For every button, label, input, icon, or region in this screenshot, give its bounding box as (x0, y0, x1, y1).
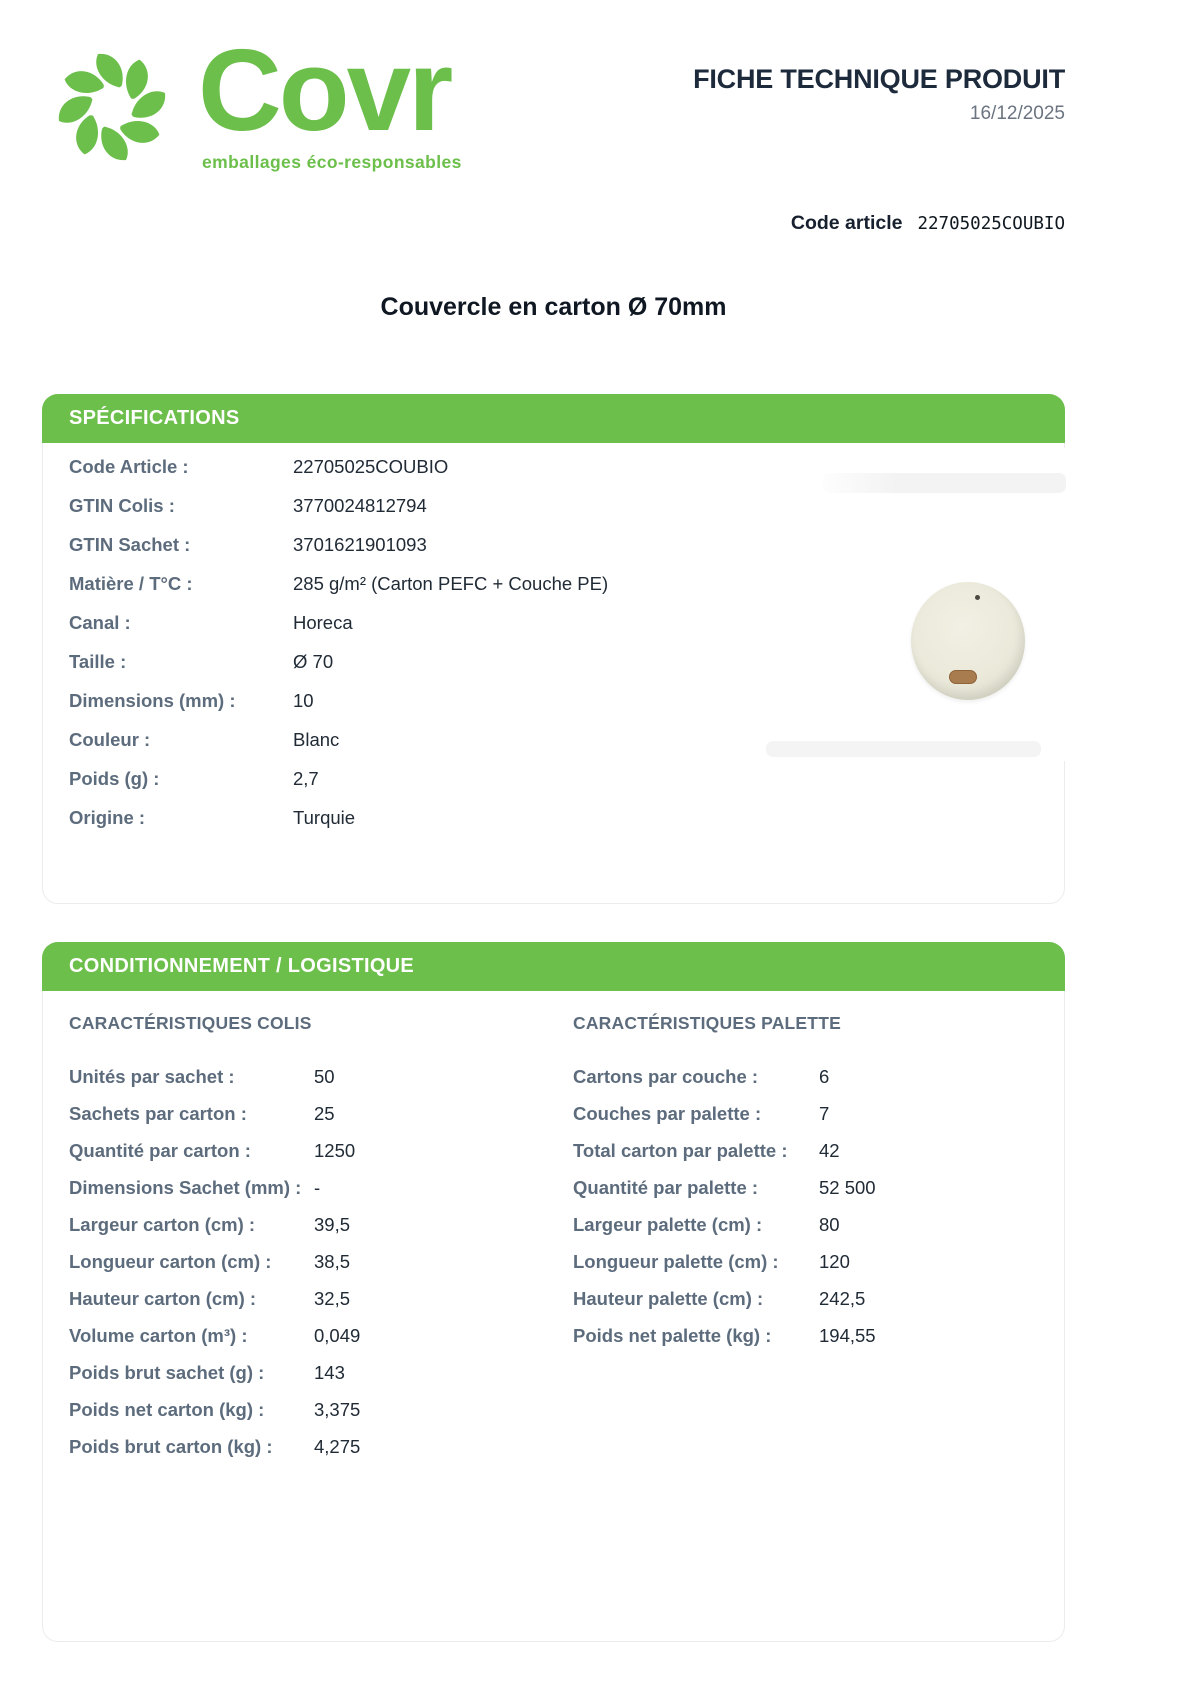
palette-row-label: Longueur palette (cm) : (573, 1250, 779, 1272)
colis-row-value: 143 (314, 1361, 345, 1383)
spec-row-value: 10 (293, 689, 314, 711)
spec-row-value: 285 g/m² (Carton PEFC + Couche PE) (293, 572, 609, 594)
brand-wordmark: Covr (198, 25, 451, 155)
spec-row-value: Ø 70 (293, 650, 334, 672)
table-row (69, 1132, 549, 1169)
leaf-ring-icon (46, 48, 178, 166)
table-row (573, 1058, 1053, 1095)
table-row (69, 486, 729, 525)
table-row (69, 1391, 549, 1428)
lid-vent-dot (975, 595, 980, 600)
colis-column-title: CARACTÉRISTIQUES COLIS (69, 1013, 312, 1033)
colis-row-value: 1250 (314, 1139, 356, 1161)
spec-row-value: 2,7 (293, 767, 319, 789)
document-date: 16/12/2025 (969, 103, 1065, 124)
colis-row-label: Hauteur carton (cm) : (69, 1287, 257, 1309)
colis-row-label: Unités par sachet : (69, 1065, 235, 1087)
table-row (69, 798, 729, 837)
spec-row-label: Code Article : (69, 455, 189, 477)
spec-row-label: Poids (g) : (69, 767, 160, 789)
spec-row-value: Turquie (293, 806, 356, 828)
specifications-card (42, 394, 1065, 904)
table-row (69, 1095, 549, 1132)
spec-row-label: Matière / T°C : (69, 572, 193, 594)
palette-row-value: 52 500 (819, 1176, 876, 1198)
article-code-label: Code article (790, 212, 903, 234)
photo-background-band (766, 741, 1041, 757)
palette-row-label: Hauteur palette (cm) : (573, 1287, 764, 1309)
colis-row-label: Poids net carton (kg) : (69, 1398, 265, 1420)
colis-row-value: 38,5 (314, 1250, 351, 1272)
colis-row-label: Volume carton (m³) : (69, 1324, 248, 1346)
table-row (573, 1095, 1053, 1132)
table-row (573, 1169, 1053, 1206)
colis-row-value: 4,275 (314, 1435, 361, 1457)
colis-row-label: Longueur carton (cm) : (69, 1250, 272, 1272)
spec-row-label: Canal : (69, 611, 131, 633)
table-row (69, 1206, 549, 1243)
spec-row-value: 3701621901093 (293, 533, 427, 555)
lid-drink-slot (949, 670, 977, 684)
colis-row-value: 39,5 (314, 1213, 351, 1235)
document-title: FICHE TECHNIQUE PRODUIT (693, 64, 1065, 94)
spec-row-label: Couleur : (69, 728, 151, 750)
table-row (69, 564, 729, 603)
palette-row-label: Quantité par palette : (573, 1176, 759, 1198)
palette-row-value: 42 (819, 1139, 840, 1161)
table-row (573, 1243, 1053, 1280)
colis-row-label: Dimensions Sachet (mm) : (69, 1176, 302, 1198)
colis-row-value: 0,049 (314, 1324, 361, 1346)
cardboard-lid-photo (766, 448, 1066, 761)
table-row (69, 447, 729, 486)
table-row (69, 1243, 549, 1280)
table-row (69, 1428, 549, 1465)
specifications-section-header: SPÉCIFICATIONS (42, 394, 1065, 443)
spec-row-label: Origine : (69, 806, 146, 828)
table-row (69, 603, 729, 642)
table-row (69, 1354, 549, 1391)
spec-row-label: Dimensions (mm) : (69, 689, 236, 711)
table-row (573, 1280, 1053, 1317)
table-row (69, 1317, 549, 1354)
spec-row-value: Horeca (293, 611, 353, 633)
palette-row-label: Couches par palette : (573, 1102, 762, 1124)
table-row (69, 642, 729, 681)
page-title: Couvercle en carton Ø 70mm (380, 293, 727, 321)
colis-row-label: Largeur carton (cm) : (69, 1213, 256, 1235)
colis-row-value: 50 (314, 1065, 335, 1087)
table-row (69, 759, 729, 798)
palette-row-value: 194,55 (819, 1324, 876, 1346)
spec-row-label: GTIN Sachet : (69, 533, 191, 555)
colis-column (69, 1013, 549, 1465)
specifications-rows (69, 447, 729, 837)
table-row (573, 1206, 1053, 1243)
spec-row-value: 22705025COUBIO (293, 455, 449, 477)
table-row (69, 1169, 549, 1206)
table-row (573, 1317, 1053, 1354)
logistics-section-header: CONDITIONNEMENT / LOGISTIQUE (42, 942, 1065, 991)
colis-row-value: - (314, 1176, 321, 1198)
palette-column (573, 1013, 1053, 1354)
table-row (69, 1280, 549, 1317)
table-row (573, 1132, 1053, 1169)
colis-row-label: Quantité par carton : (69, 1139, 251, 1161)
palette-row-value: 242,5 (819, 1287, 866, 1309)
spec-row-label: Taille : (69, 650, 127, 672)
colis-row-label: Sachets par carton : (69, 1102, 247, 1124)
photo-background-band (823, 473, 1066, 493)
table-row (69, 720, 729, 759)
spec-row-label: GTIN Colis : (69, 494, 175, 516)
palette-row-value: 80 (819, 1213, 840, 1235)
palette-row-value: 7 (819, 1102, 830, 1124)
palette-row-value: 120 (819, 1250, 850, 1272)
colis-row-value: 3,375 (314, 1398, 361, 1420)
table-row (69, 681, 729, 720)
spec-row-value: 3770024812794 (293, 494, 427, 516)
palette-row-label: Total carton par palette : (573, 1139, 788, 1161)
colis-row-label: Poids brut sachet (g) : (69, 1361, 265, 1383)
palette-column-title: CARACTÉRISTIQUES PALETTE (573, 1013, 841, 1033)
article-code-value: 22705025COUBIO (917, 214, 1065, 234)
colis-row-value: 25 (314, 1102, 335, 1124)
palette-row-label: Poids net palette (kg) : (573, 1324, 772, 1346)
colis-row-label: Poids brut carton (kg) : (69, 1435, 273, 1457)
cardboard-lid (911, 582, 1025, 700)
table-row (69, 525, 729, 564)
table-row (69, 1058, 549, 1095)
brand-tagline: emballages éco-responsables (202, 152, 462, 172)
colis-row-value: 32,5 (314, 1287, 351, 1309)
palette-row-value: 6 (819, 1065, 830, 1087)
palette-row-label: Cartons par couche : (573, 1065, 759, 1087)
logistics-card (42, 942, 1065, 1642)
palette-row-label: Largeur palette (cm) : (573, 1213, 763, 1235)
article-code-row (791, 212, 1065, 235)
spec-row-value: Blanc (293, 728, 340, 750)
